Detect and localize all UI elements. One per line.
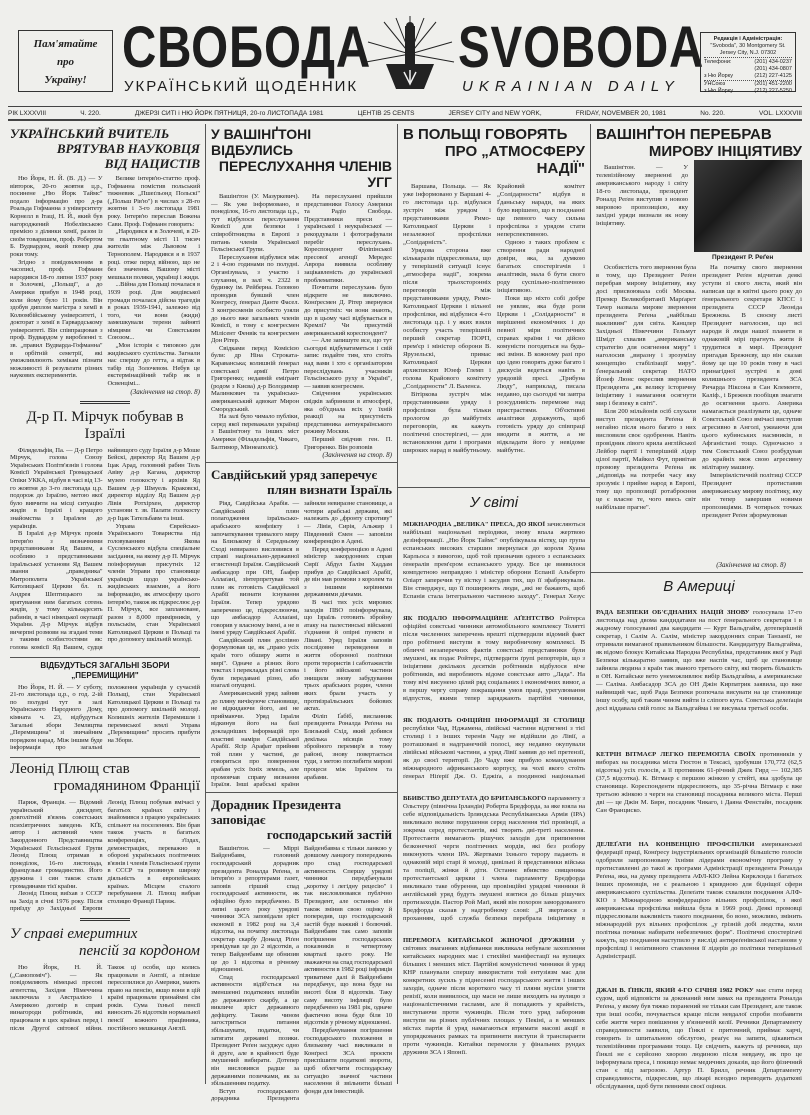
paragraph: ...Війна для Польщі почалася в 1939 році. Для жидівської громади почалася дійсна трагедія в роках 1939-1941, залежно від того, чи вони (жиди) замешкували терени зайняті німцями чи Совєтським Союзом...	[107, 281, 200, 342]
date-en: FRIDAY, NOVEMBER 20, 1981	[575, 109, 667, 117]
headline: ВІДБУДУТЬСЯ ЗАГАЛЬНІ ЗБОРИ „ПЕРЕМИЩИНИ"	[40, 660, 170, 680]
brief-text: противників у виборах на посадника міста Гюстон в Тексасі, здобувши 170,772 (62,5 відсотка) усіх голосів, а її противник 61-річний Джек Гирд — 102,385 (37,5 відсотка). К. Вітмаєр є першою жінкою у стейті, яка здобула це становище. Кореспонденти підкреслюють, що 35-річна Вітмаєр є вже третьою жінкою з черги на становищі посадника великого міста. Перші дві — це Джін М. Бирн, посадник Чикаго, і Даяна Фенстайн, посадник Сан Франциско.	[596, 751, 802, 814]
phone-row	[704, 66, 792, 73]
brief-text: Ройтерса офіційні совєтські чинники автомобільного комплексу Толятті після численних заперечень врешті підтвердили відомий факт про робітничі виступи в тому виробничому комплексі. В обличчі незаперечних фактів совєтські представники були змушені, як подає Ройтерс, підтвердити ґрупі репортерів, що з ініціятиви декількох десятків робітників відбулося віче робітників, які виробляють відоме совєтське авто „Лада". На тому вічі висунено цілий ряд соціальних і економічних вимог, а в першу чергу справу покращання умов праці, урегулювання відпусток, якими тепер заряджають партійні чинники,	[403, 615, 585, 702]
president-photo	[694, 160, 802, 252]
paragraph: Перед конференцією в Адені міністер закордонних справ Сирії Абдул Ґалім Хаддам прибув до Савдійської Арабії, де він мав розмови з королем та з іншими керівними державними діячами.	[304, 545, 392, 599]
headline: ВІД НАЦИСТІВ	[104, 156, 200, 171]
column-divider	[205, 124, 206, 1084]
paragraph: Ню Йорк, Н. Й. (В. Д.) — У вівторок, 20-го жовтня ц.р., посинене „Ню Йорк Таймс" подало інформацію про д-ра Роальда Гофманна з університету Корнелл в Ітаці, Н. Й., який був нагороджений Нобелівською премією з ділянки хемії, разом із своїм товаришем, проф. Робертом Б. Вудвардом, який помер два роки тому.	[10, 175, 103, 258]
paragraph: Ню Йорк, Н. Й. („Самопоміч"). — Як повідомляють німецькі пресові агентства, Західня Німеччина заключила з Австралією і Америкою договір в справі винагороди робітників, які працювали в цих країнах перед і після Другої світової війни. Також ці особи, що колись працювали в Англії, а пізніше переселилися до Америки, мають право на пенсію, якщо вони в цій країні працювали принаймні сім років. Сума їхньої пенсії виносить 26 відсотків нормальної пенсії кожного працівника, постійного мешканця Англії.	[10, 963, 200, 1032]
article-body	[10, 799, 200, 913]
rule	[398, 487, 590, 488]
paragraph: Згідно з повідомленням в часописі, проф. Гофманн народився 18-го липня 1937 року в Золочеві, „Польщі", а до Америки прибув в 1948 році, коли йому було 11 років. Він здобув диплом магістра з хемії в Колюмбійському університеті, і докторат з хемії в Гарвардському університеті. Він співпрацював з проф. Вудвардом у виробленні т. зв. „правил Вудварда-Гофманна" в орбітній семетрії, які уможливлюють хемікам пізнати можливості й результати різних наукових експериментів.	[10, 258, 103, 380]
phone-number: (212) 227-5250	[754, 88, 792, 94]
subtitle-ukrainian: УКРАЇНСЬКИЙ ЩОДЕННИК	[124, 78, 359, 95]
paragraph: Перший свідчив ген. П. Григоренко. Він розповів	[304, 436, 392, 451]
paragraph: Поки що ніхто собі добре не уявляє, яка буде роля Церкви і „Солідарности" в вирішенні економічних і до певної міри політичних справах країни і чи дійсно комуністи погодяться на будь-які зміни. В кожному разі про цю ідею говорять дуже багато і дискусія ведеться навіть в урядовій пресі. „Трибуна Люду", наприклад, писала недавно, що сьогодні чи завтра розсудливість переможе над пристрастями. Об'єктивні аналітики доражують, щоб готовість уряду до співпраці вводити в життя, а не відкладати його у невідоме майбутнє.	[497, 295, 585, 454]
paragraph: Урядова сторона вже кількаразів підкреслювала, що у теперішній ситуації існує „атмосфера надії", зокрема після трьохсторонніх переговорів між представниками уряду, Римо-Католицької Церкви і вільної профспілки, які відбулися 4-го листопада ц.р. і у яких взяли особисту участь теперішній перший секретар ПОРП, прем'єр і міністер оборони В. Ярузельскі, примас Католицької Церкви архиєпископ Юзеф Глемп і голова Крайового комітету „Солідарности" Л. Валенса.	[403, 247, 491, 390]
brief-text: зачисляються найбільші національні періодики, знову впала жертвою дезінформації. „Ню Йорк Таймс" опублікувала вістку, що група еспанських високих старшин звернулася до короля Хуана Карльоса з вимогою, щоб той призначив одного з еспанських ґенералів прем'єром еспанського уряду. Все це виявилося компдетною неправдою і міністер оборони Еспанії Альберто Оліарт заперечив ту вістку і засудив тих, що її зфабрикували. Він стверджує, що її поширюють люди, „які не бажають, щоб Еспанія стала інтегральною частиною заходу". Генерал Хезус	[403, 521, 585, 600]
phone-label: з Ню Йорку	[704, 88, 733, 94]
article-adviser	[211, 797, 392, 1103]
paragraph: На початку свого звернення президент Реґен відчитав деякі уступи зі свого листа, який він написав ще в квітні цього року до ґенерального секретаря КПСС і президента СССР Леоніда Брежнєва. В своєму листі Президент наголосив, що всі народи й люди нашої планети в однаковій мірі прагнуть жити й трудитися в мирі. Президент пригадав Брежнєву, що він сказав йому це ще 10 років тому в часі принагідної зустрічі в домі колишнього президента ЗСА Ричарда Ніксона в Сан Клементе, Каліф., і Брежнєв пообіцяв змагати до осягнення цього. Америка намагається реалізувати це, одначе Совєтський Союз вмічасі виступив агресивно в Анголі, ужиаючи для цього кубинських насмників, в Афганістані тощо. Одночасно з тим Совєтський Союз розбудував до крайніх меж свою агресивну мілітарну машину.	[702, 264, 802, 471]
paragraph: В часі тих усіх мирових заходів ПВО поінформувала, що Ізраїль готовить збройну атаку на палестинські військові з'єднання й опірні пункти в Лівані. Уряд Ізраїля заповів послідовне переведення в життя оборонної політики проти терористів і саботажистів і його військові частини знищили знову забудування трьох арабських родин, члени яких брали участь у протиізраїльських бойових актах.	[304, 598, 392, 713]
article-body	[596, 264, 802, 560]
paragraph: Вступ господарського дорадника Президента Вайденбавма є тільки ланкою у довшому ланцюгу попереджень про спад господарської активности. Спершу урядові чинники передбачували „коротку і легідну рецесію" і так висловлювався публічно Президент, але останньо він також змінив свою оцінку й попередив, що господарський застій буде важкий і болючий. Вайденбавм так само заповів погіршення господарських показників в четвертому кварталі цього року. Не зважаючи на спад господарської активности в 1982 році інфляція триватиме далі й Вайденбавм передбачує, що вона буде на висоті біля 8 відсотків. Таку саму висоту інфляції було передбачено на 1981 рік, одначе фактично вона буде біля 10 відсотків у річному відношенні.	[211, 844, 392, 1103]
phone-number: (201) 451-2200	[754, 81, 792, 87]
news-brief	[596, 751, 802, 823]
section-america	[596, 578, 802, 1115]
phone-row	[704, 73, 792, 81]
article-body	[211, 845, 392, 1103]
paragraph: Вашінґтон. — Міррі Вайденбавм, головний господарський дорадник президента Роналда Реґена, в інтерв'ю з репортерами газет, заповів гірший спад господарської активности, як офіційно було передбачено. В липні цього року урядові чинники ЗСА заповідали зріст економії в 1982 році на 3,4 відсотка, на початку листопада секретар скарбу Доналд Ріґен зревідував це до 2 відсотків, а тепер Вайденбавм ще обнизив це до 1 відсотка в річному відношенні.	[211, 844, 299, 974]
rule	[591, 572, 803, 573]
headline: Д-р П. Мірчук побував в Ізраїлі	[26, 408, 184, 442]
article-plyushch	[10, 757, 200, 913]
headline: ПРО „АТМОСФЕРУ НАДІЇ"	[444, 143, 585, 177]
article-washington-peace	[596, 126, 802, 160]
news-brief	[403, 615, 585, 703]
headline: громадянином Франції	[53, 778, 200, 794]
article-peremyshl	[10, 657, 200, 752]
headline: ПЕРЕСЛУХАННЯ ЧЛЕНІВ УГГ	[218, 158, 392, 190]
info-address: "Svoboda", 30 Montgomery St.	[710, 43, 786, 49]
paragraph: Філіп Ґабіб, висланник президента Роналда Реґена на Близький Схід, який добився декілька місяців тому збройного перемир'я в тому районі, знову повертається туди, з метою поглибити мирові процеси між Ізраїлем та арабами.	[304, 712, 392, 781]
paragraph: Спад господарської активности відіб'ється на зменшенні податкових вплибів до державного скарбу, а це викличе зріст державного дефіциту. Таким чином загостриться питання збільшувати, податки, чи затягати державні позики. Президент Реґен засуджує одно й друге, але в крайності буде змушений вибирати. Дотепер він висловився радше за державними позичками, як за збільшенням податку.	[211, 973, 299, 1088]
news-brief	[596, 841, 802, 969]
paragraph: Варшава, Польща. — Як уже інформовано у Варшаві 4-го листопада ц.р. відбулася зустріч між урядом і представниками Римо-Католицької Церкви і незалежної профспілки „Солідарність".	[403, 183, 491, 246]
paragraph: Філядельфія, Па. — Д-р Петро Мірчук, голова Союзу Українських Політв'язнів і голова Комісії Української Громадської Опіки УККА, відбув в часі від 13-го жовтня до 3-го листопада ц.р. подорож до Ізраїлю, метою якої було вивчити на місці ситуацію жидів в Ізраїлі і кращого знайомства з Ізраїлем до українців.	[10, 446, 103, 530]
brief-lead: ВБИВСТВО ДЕПУТАТА ДО БРИТАНСЬКОГО	[403, 795, 547, 802]
info-heading: Редакція і Адміністрація:	[713, 36, 783, 42]
headline: господарський застій	[266, 826, 392, 842]
paragraph: В Ізраїлі д-р Мірчук провів інтерв'ю з визначними представниками Яд Вашем, а особливо з представниками ізраїльської установи Яд Вашем звання „праведника" Митрополита Української Католицької Церкви бл. п. Андрея Шептицького за врятування ним багатьох сотень жидів, у тому кількадесять рабинів, в часі німецької окупації України. Д-р Мірчук відбув вичерпні розмови на згадані теми з такими особистостями як: голова комісії Яд Вашем, судця найвищого суду Ізраїля д-р Моше Бейскі, директор Яд Вашем д-р Іцак Арад, головний рабин Тель Авіву д-р Кагана, директор музею голокосту і архівів Яд Вашем д-р Шмуель Краковскі, директор відділу Яд Вашем д-р Лівія Ротхірхен, директор установи т. зв. Палати голокосту д-р Іцак Тательбавм та інші.	[10, 446, 200, 652]
phone-label: Телефони:	[704, 59, 732, 65]
brief-lead: ДЕЛЕҐАТИ НА КОНВЕНЦІЮ ПРОФСПІЛКИ	[596, 841, 755, 848]
year-uk: РІК LXXXVIII	[8, 109, 47, 117]
editorial-info-box	[700, 32, 796, 92]
brief-lead: ДЖАН В. ҐІНКЛІ, ЯКИЙ 4-ГО СІЧНЯ 1982 РОКУ	[596, 987, 754, 994]
paragraph: „Народився я в Золочеві, в 20-ти гвалтному місті 11 тисяч жителів між Львовом і Тернополем. Народився я в 1937 році. отже перед війною, що не без значення. Вашому місті мешкали поляки, українці і жиди.	[107, 228, 200, 281]
paragraph: Савдійський плян дослівно формулював це, як „право усіх країн того обширу жити в мирі". Одначе а різних його текстах і перекладах різні слова були передавані різно, або взагалі опущені.	[211, 636, 299, 690]
slogan-line: про	[56, 56, 75, 68]
paragraph: Передбачування погіршення господарського положення в близькому часі викликали в Конґресі ЗСА проєкти приспішити податкові звороти, щоб облегчити господарську ситуацію значної частини населення й звільнити більші фонди для інвестицій.	[304, 1027, 392, 1095]
column-2	[211, 126, 392, 1103]
article-ugg-hearings	[211, 126, 392, 459]
subtitle-english: UKRAINIAN DAILY	[462, 78, 680, 95]
article-body	[211, 500, 392, 789]
article-pensions	[10, 926, 200, 1032]
paragraph: „Моя історія є типовою для жидівського суспільства. Загнали нас спершу до гетта, а відтак в табір під Золочевом. Небув це екстермінаційний табір як в Освенцімі...	[107, 342, 200, 388]
slogan-box	[18, 30, 113, 92]
paragraph: Ню Йорк, Н. Й. — У суботу, 21-го листопада ц.р., о год. 2-ій по полудні тут в залі Українського Народного Дому, кімната ч. 23, відбудуться Загальні збори Земляцтва „Перемищина" зі звичайним порядком нарад. Між іншим буде інформація про загальні положення українців у сучасній Польщі, стан Української Католицької Церкви в Польщі та про допомогу шкільній молоді. Колишніх жителів Перемишля і перемиської землі Управа „Перемищини" просить прибути на Збори.	[10, 683, 200, 752]
continued-note[interactable]: (Закінчення на стор. 8)	[322, 451, 392, 460]
column-1	[10, 126, 200, 1037]
news-brief	[403, 937, 585, 1057]
paragraph: Американський уряд зайняв до пляну вичікуюче становище, не відкидаючи його, ані не приймаючи. Уряд Ізраїля відкинув його на базі докладніших інформацій про властиві наміри Савдійської Арабії. Ясір Арафат прийняв той плян у частині, де говориться про повернення арабам усіх їхніх земель, але промовчав справу визнання Ізраїля. Інші арабські країни зайняли невиразне становище, а чотири арабські держави, які належать до „фронту спротиву" — Лівія, Сирія, Альжир і Південний Ємен — заповіли конференцію в Адені.	[211, 500, 392, 789]
article-body	[211, 193, 392, 451]
headline: УКРАЇНСЬКИЙ ВЧИТЕЛЬ	[10, 126, 170, 141]
news-brief	[403, 717, 585, 781]
paragraph: Переслухання відбулися між 2 і 4-ою годинами по полудні. Організувала, з участю і слухання, в залі ч. 2322 в будинку ім. Рейберна. Головою проводив бувший член Конгресу, ґенерал Данте Фасел. З конгресменів особисто узяли до нього вже загальних членів Комісії, в тому є конгресмен Мілісент Фенвік та конгресмен Дон Рітер.	[211, 253, 299, 345]
article-teacher	[10, 126, 200, 396]
paragraph: Одною з таких проблем є створення ради народної довіри, яка, за думкою багатьох спостерігачів і аналітиків, мала б бути свого роду суспільно-політичною ініціятивою.	[497, 239, 585, 294]
paragraph: На переслуханні прийшли представники Голосу Америки та Радіо Свобода. Представники преси — української і неукраїнської — рекордували і фотографували перебіг переслухань. Кореспондент Філіпінської пресової агенції Мередес Аврора виявила особливу зацікавленість до української проблематики.	[304, 193, 392, 284]
paragraph: Свідчення українських свідків забринили в атмосфері, яка об'єднала всіх у їхній реакції на присутність представника антиукраїнського режиму Москви.	[304, 390, 392, 436]
headline: плян визнати Ізраїль	[267, 482, 392, 498]
paragraph: Особистість того звернення була в тому, що Президент Реґен перебрав мирову ініціятиву, яку досі присвоювала собі Москва. Премєр Великобританії Марґарет Тачер назвала мирове звернення президента Реґена „найбільш важливим" для світа. Канцлер Західньої Німеччини Гельмут Шмідт схвалив „американську стратегію для осягнення миру" і наголосив „виразну і зрозумілу концепцію стабілізації миру". Ґенеральний секретар НАТО Йозеф Люнс окреслив звернення Президента „як велику історичну ініціятиву і намагання осягнути мир і безпеку в світі".	[596, 264, 696, 407]
paragraph: Леонід Плющ виїхав з СССР на Захід в січні 1976 року. Після приїзду до Західньої Европи Леонід Плющ побував вмічасі у багатьох країнах світу і знайомився з працею українських спільнот на поселеннях. Він брав також участь в багатьох конференціях, з'їздах, демонстраціях, переважно в обороні українських політичних в'язнів і членів Гельсінської групи в СССР та розвинув широку діяльність в европейських країнах. Місцем сталого перебування Л. Плющ вибрав столицю Франції Париж.	[10, 799, 200, 913]
brief-text: у світових змаганнях відбиванки викликала небувале захоплення китайських народних мас і стихійні маніфестації на вулицях більших і менших міст. Партійні комуністичні чинники й уряд КНР планували спершу використати той ентузіязм мас для конкретних зусиль у піднесенні господарського життя і інших заходів, одначе після короткого часу ті пляни мусіли улягти ревізії, коли виявилося, що маси не лише виходять на вулицю з націоналістичними гаслами, але й попадають у крайність, виступаючи проти чужинців. Після того уряд заборонив виступи на різних публічних площах у Пекіні, а в менших містах партія й уряд намагаються втримати масові акції в упорядкованих рамках та припинити виступи й транспаранти проти чужинців. Китайки перемогли у фінальних рундах дружини ЗСА і Японії.	[403, 937, 585, 1056]
phone-number: (201) 434-0237	[754, 59, 792, 65]
paragraph: Велике інтерв'ю-статтю проф. Гофманна помістив польський тижневик „Пшеґльонд Польскі" („Польш Рів'ю") в числах з 28-го жовтня і 3-го листопада 1981 року. Інтерв'ю переслав Вожена Сави. Проф. Гофманн говорить:	[107, 175, 200, 228]
issue-en: No. 220.	[700, 109, 725, 117]
separator	[80, 401, 130, 404]
headline: МИРОВУ ІНІЦІЯТИВУ	[648, 143, 802, 160]
headline: В ПОЛЬЩІ ГОВОРЯТЬ	[403, 126, 568, 143]
article-body	[10, 175, 200, 388]
price: ЦЕНТІВ 25 CENTS	[357, 109, 415, 117]
photo-caption: Президент Р. Реґен	[712, 254, 774, 261]
headline: У справі емеритних	[10, 925, 138, 942]
paragraph: Вашінґтон (У. Мазуркевич). — Як уже інформовано, в понеділок, 16-го листопада ц.р., тут відбулося переслухання Комісії для безпеки і співробітництва в Европі з питань членів Української Гельсінської Групи.	[211, 193, 299, 254]
article-saudi	[211, 467, 392, 789]
phone-row	[704, 81, 792, 88]
article-poland	[403, 126, 585, 489]
info-address: Jersey City, N.J. 07302	[704, 50, 792, 58]
city-en: JERSEY CITY and NEW YORK,	[448, 109, 542, 117]
issue-uk: Ч. 220.	[80, 109, 101, 117]
dateline	[8, 106, 802, 121]
news-brief	[596, 609, 802, 737]
title-latin: SVOBODA	[458, 15, 705, 80]
phone-number: (212) 227-4125	[754, 73, 792, 79]
phone-row	[704, 59, 792, 66]
slogan-line: Пам'ятайте	[33, 38, 98, 50]
continued-note[interactable]: (Закінчення на стор. 8)	[130, 387, 200, 396]
phone-label: з Ню Йорку	[704, 73, 733, 79]
paragraph: Ріяд, Савдійська Арабія. — Савдійський плян полагодження ізраїльсько-арабського конфлікту і започаткування тривалого миру на Близькому й Середньому Сході невиразно висловився в справі національно-державної егзистенції Ізраїля. Савдійський амбасадор при ОН, Ґаафер Аллаґані, зінтерпретував той плян як готовість Савдійської Арабії визнати існування Ізраїля. Тепер урядово заперечено це, підкреслюючи, що амбасадор Аллаґані, говорив у власному імені, а не в імені уряду Савдійської Арабії.	[211, 500, 299, 637]
brief-lead: ЯК ПОДАЮТЬ ОФІЦІЙНІ ІНФОРМАЦІЇ ЗІ СТОЛИЦІ	[403, 717, 585, 724]
headline: ВАШІНҐТОН ПЕРЕБРАВ	[596, 126, 772, 143]
headline: Дорадник Президента заповідає	[211, 796, 342, 827]
news-brief	[403, 521, 585, 601]
separator	[80, 918, 130, 921]
brief-text: республіки Чад, Нджамена, лівійські частини відтягнені з тієї столиці і з інших теренів Чаду не відійшли до Лівії, а розташовані в надгранечній полосі, яку недавно окупували лівійські військові частини, а уряд Лівії заявив до неї претензії, як до своєї території. До Чаду вже прибуло командування міжнародного африканського корпусу, на чолі якого стоїть ґенерал Ніґерії Дж. О. Еджіґа, а поодинокі національні	[403, 725, 585, 780]
paragraph: Почитати переслухань було відкрите не виключно. Конґресмен Д. Рітер звернувся до присутніх: чи вони знають, що в цьому часі відбувається в Кремлі? Чи присутній американський кореспондент?	[304, 284, 392, 337]
section-title: У світі	[469, 494, 519, 511]
brief-text: має стати перед судом, щоб відповісти за доконаний ним замах на президента Роналда Реґена, у якому був тяжко поранений не тільки сам Президент, але також три інші особи, почувається краще після невдалої спроби позбавити себе життя через повішення у в'язничній келії. Речники Департаменту справедливости заявили, що Ґінклі є притомний, приймає харчі, говорить із шпитальною обслугою, реаґує на запити, цікавиться телевізійними програмами тощо. Це свідчить, кажуть ці речники, що Ґінклі не є серйозно хворою людиною після невдачу, як про це інформувала преса, і покищо немає медичних доказів, що його фізичний стан є під загрозою. Артур П. Брилл, речник Департаменту справедливости, підкреслив, що лікарі всеодно переводять додаткові обслідування, щоб бути певними своєї оцінки.	[596, 987, 802, 1090]
brief-text: голосувала 17-го листопада над двома кандидатами на пост ґенерального секретаря і в жадному голосуванні два кандидати — Курт Вальдгайм, дотеперішній секретар, і Салім А. Салім, міністер закордонних справ Танзанії, не отримали вимаганої правильником більшости. Кандидатуру Вальдгайма, як відомо блокує Китайська Народна Республіка, представник якої у Раді Безпеки кількаратно заявив, що вже наспів час, щоб це становище зайняла людина з країн так званого третього світу, які творять більшість в ОН. Китайське вето унеможливлює вибір Вальдгайма, а американське — Саліма. Амбасадор ЗСА до ОН Джін Кирпатрик заявила, що вже найвищий час, щоб Рада Безпеки розпочала висувати на це становище іншу особу, щоб таким чином вийти із сліпого кута. Совєтська делеґація досі віддавала свій голос за Вальдгайма і не висувала третьої особи.	[596, 609, 802, 712]
headline: У ВАШІНҐТОНІ ВІДБУЛИСЬ	[211, 126, 312, 158]
section-world	[403, 494, 585, 1057]
phone-row	[704, 88, 792, 95]
article-mirchuk	[10, 409, 200, 652]
brief-text: американської федерації праці, Конґресу індустріяльних організацій більшістю голосів одобрили запропоновану їхніми лідерами економічну програму у протиставленні до такої ж програми Адміністрації президента Роналда Реґена, яка, на думку президента АФЛ-КІО Лейна Кирклєнда і багатьох інших промовців, не є реальною і кривдною для бідніщої сфери американського суспільства. Делеґати також схвалили поєднання АЛФ-КІО з Міжнародною конфедерацією вільних профспілок, з якої американська профспілка вийшла була в 1969 році. Деякі промовці підкреслювали важливість такого поєднання, бо воно, можливо, змінить міжнародній рух вільних профспілок „у грізній добі людства, коли політика починає набирати небезпечних форм". Політичні спостерігачі кажуть, що поєднання наступило у висліді антиреґенівської настанови у профспілці і неґативного ставлення її лідерів до політики теперішньої Адміністрації.	[596, 841, 802, 960]
paragraph: Свідками перед Комісією були: др Ніна Строката-Караванська; колишній ґенерал совєтської армії Петро Григоренко; недавній еміґрант (родом з Києва) д-р Володимир Малинкович та українсько-американський адвокат Мирон Смородський.	[211, 344, 299, 413]
continued-note[interactable]: (Закінчення на стор. 8)	[716, 561, 786, 569]
date-uk: ДЖЕРЗІ СИТІ і НЮ ЙОРК ПЯТНИЦЯ, 20-го ЛИСТОПАДА 1981	[134, 109, 324, 117]
article-body	[403, 183, 585, 489]
brief-lead: КЕТРІН ВІТМАЄР ЛЕГКО ПЕРЕМОГЛА СВОЇХ	[596, 751, 756, 758]
phone-label: УНСоюз	[704, 81, 726, 87]
rule	[206, 792, 397, 793]
article-body	[596, 164, 688, 260]
article-body	[10, 684, 200, 752]
article-body	[10, 964, 200, 1032]
headline: пенсій за кордоном	[78, 942, 200, 959]
paragraph: Вашінґтон. — У телевізійному зверненні до американського народу і світу 18-го листопада, президент Роналд Реґен виступив з новою мировою пропозицією, яку західні уряди визнали як нову ініціятиву.	[596, 164, 688, 227]
rule	[206, 462, 397, 463]
brief-lead: ПЕРЕМОГА КИТАЙСЬКОЇ ЖІНОЧОЇ ДРУЖИНИ	[403, 937, 575, 944]
brief-text: парламенту з Ольстеру (північна Ірландія) Роберта Бредфорда, за яке взяла на себе відповідальність Ірляндська Республіканська Армія (ІРА) викликало велике порушення серед населення тієї провінції, а зокрема серед протестантів, які творять дві-треті населення. Протестанти вимагають рішучих заходів для припинення безконечної черги політичних мордів, які без розбору виконують члени ІРА. Жертвами їхнього терору падають в однаковій мірі старі й молоді, цивільні й представники війська та поліції, жінки й діти. Останнє вбивство священика протестантської церкви і члена парламенту Бредфорда викликало таке обурення, що провінційні урядові чинники й англійський уряд будуть змушені взятися до більш рішучих протизаходів. Пастор Рой Маґі, який він похорон замордованого Бредфорда сказав у надгробному слові: „Я звертаюся з проханням, щоб служба безпеки перебрала ініціятиву в	[403, 795, 585, 922]
paragraph: На залі було чимало публіки, серед якої переважали українці з Вашінґтону та інших міст Америки (Філадельфія, Чикаго, Балтимор, Міннеаполіс).	[211, 413, 299, 451]
news-brief	[403, 795, 585, 923]
slogan-line: Україну!	[44, 74, 87, 86]
paragraph: Париж, Франція. — Відомий український дисидент, довголітній в'язень совєтських психіятричних заведень КҐБ, автор і активний член Закордонного Представництва Української Гельсінської Групи Леонід Плющ отримав в понеділок, 16-го листопада, французьке громадянство. Його дружина і син також стали громадянами тієї країни.	[10, 799, 103, 890]
brief-lead: РАДА БЕЗПЕКИ ОБ'ЄДНАНИХ НАЦІЙ ЗНОВУ	[596, 609, 750, 616]
headline: ВРЯТУВАВ НАУКОВЦЯ	[56, 141, 200, 156]
paragraph: Управа Єврейсько-Українського Товариства під головуванням Якова Сусленського відбула спеціальне засідання, на якому д-р П. Мірчук поінформував присутніх 12 членів Управи про становище українців щодо українсько-жидівських взаємин, а його інформацію, як атмосферу цього інтерв'ю, також як підкреслює д-р П. Мірчук, все заплановане, разом з 8,000 примірників, у польськім, стан Української Католицької Церкви в Польщі та про допомогу шкільній молоді.	[107, 522, 200, 644]
paragraph: Вітіркова зустріч між представниками уряду і профспілки була тільки прологом до майбутніх переговорів, як кажуть політичні спостерігачі, — для встановлення дати і програми широких нарад в майбутньому. Крайовий комітет „Солідарности" відбув в Ґданьську наради, на яких було вирішено, що в поєднанні ще певного часу сильна профспілка з урядом стати неперспективною.	[403, 183, 585, 454]
brief-lead: ЯК ПОДАЛО ІНФОРМАЦІЙНЕ АҐЕНТСТВО	[403, 615, 555, 622]
column-divider	[590, 124, 591, 1084]
headline: Леонід Плющ став	[10, 761, 130, 777]
volume-en: VOL. LXXXVIII	[758, 109, 802, 117]
paragraph: Імперіялістичній політиці СССР Президент протиставив американську мирову політику, яку він тепер завершив новими пропозиціями. В чотирьох точках президент Реґен зформулював	[702, 472, 802, 519]
phone-number: (201) 434-0807	[754, 66, 792, 72]
article-body	[10, 447, 200, 652]
brief-lead: МІЖНАРОДНА „ВЕЛИКА" ПРЕСА, ДО ЯКОЇ	[403, 521, 546, 528]
liberty-trident-emblem-icon	[364, 14, 456, 89]
headline: Савдійський уряд заперечує	[211, 467, 378, 483]
paragraph: Біля 200 мільйонів осіб слухали виступ президента Реґена й негайно після нього багато з них висловили своє одобрення. Навіть провідник лівого крила англійської Лейбор партії і теперішній лідер цілої партії, Майкел Фут, привітав промову президента Реґена як „відповідь на потреби часу яку зрозуміє і прийме народ в Европі, тому що пропозиції ротаброєння це є власне те, чого ввесь світ найбільше прагне".	[596, 408, 696, 511]
title-ukrainian: СВОБОДА	[122, 15, 372, 80]
section-title: В Америці	[663, 578, 735, 595]
news-brief	[596, 987, 802, 1115]
column-divider	[397, 124, 398, 1084]
paragraph: — Але запишуте все, що тут сьогодні відбуватиметься і свій запис подайте тим, хто стоїть над вами і хто є організатором переслідувань учасників Гельсінського руху в Україні", — заявив конгресмен.	[304, 337, 392, 390]
